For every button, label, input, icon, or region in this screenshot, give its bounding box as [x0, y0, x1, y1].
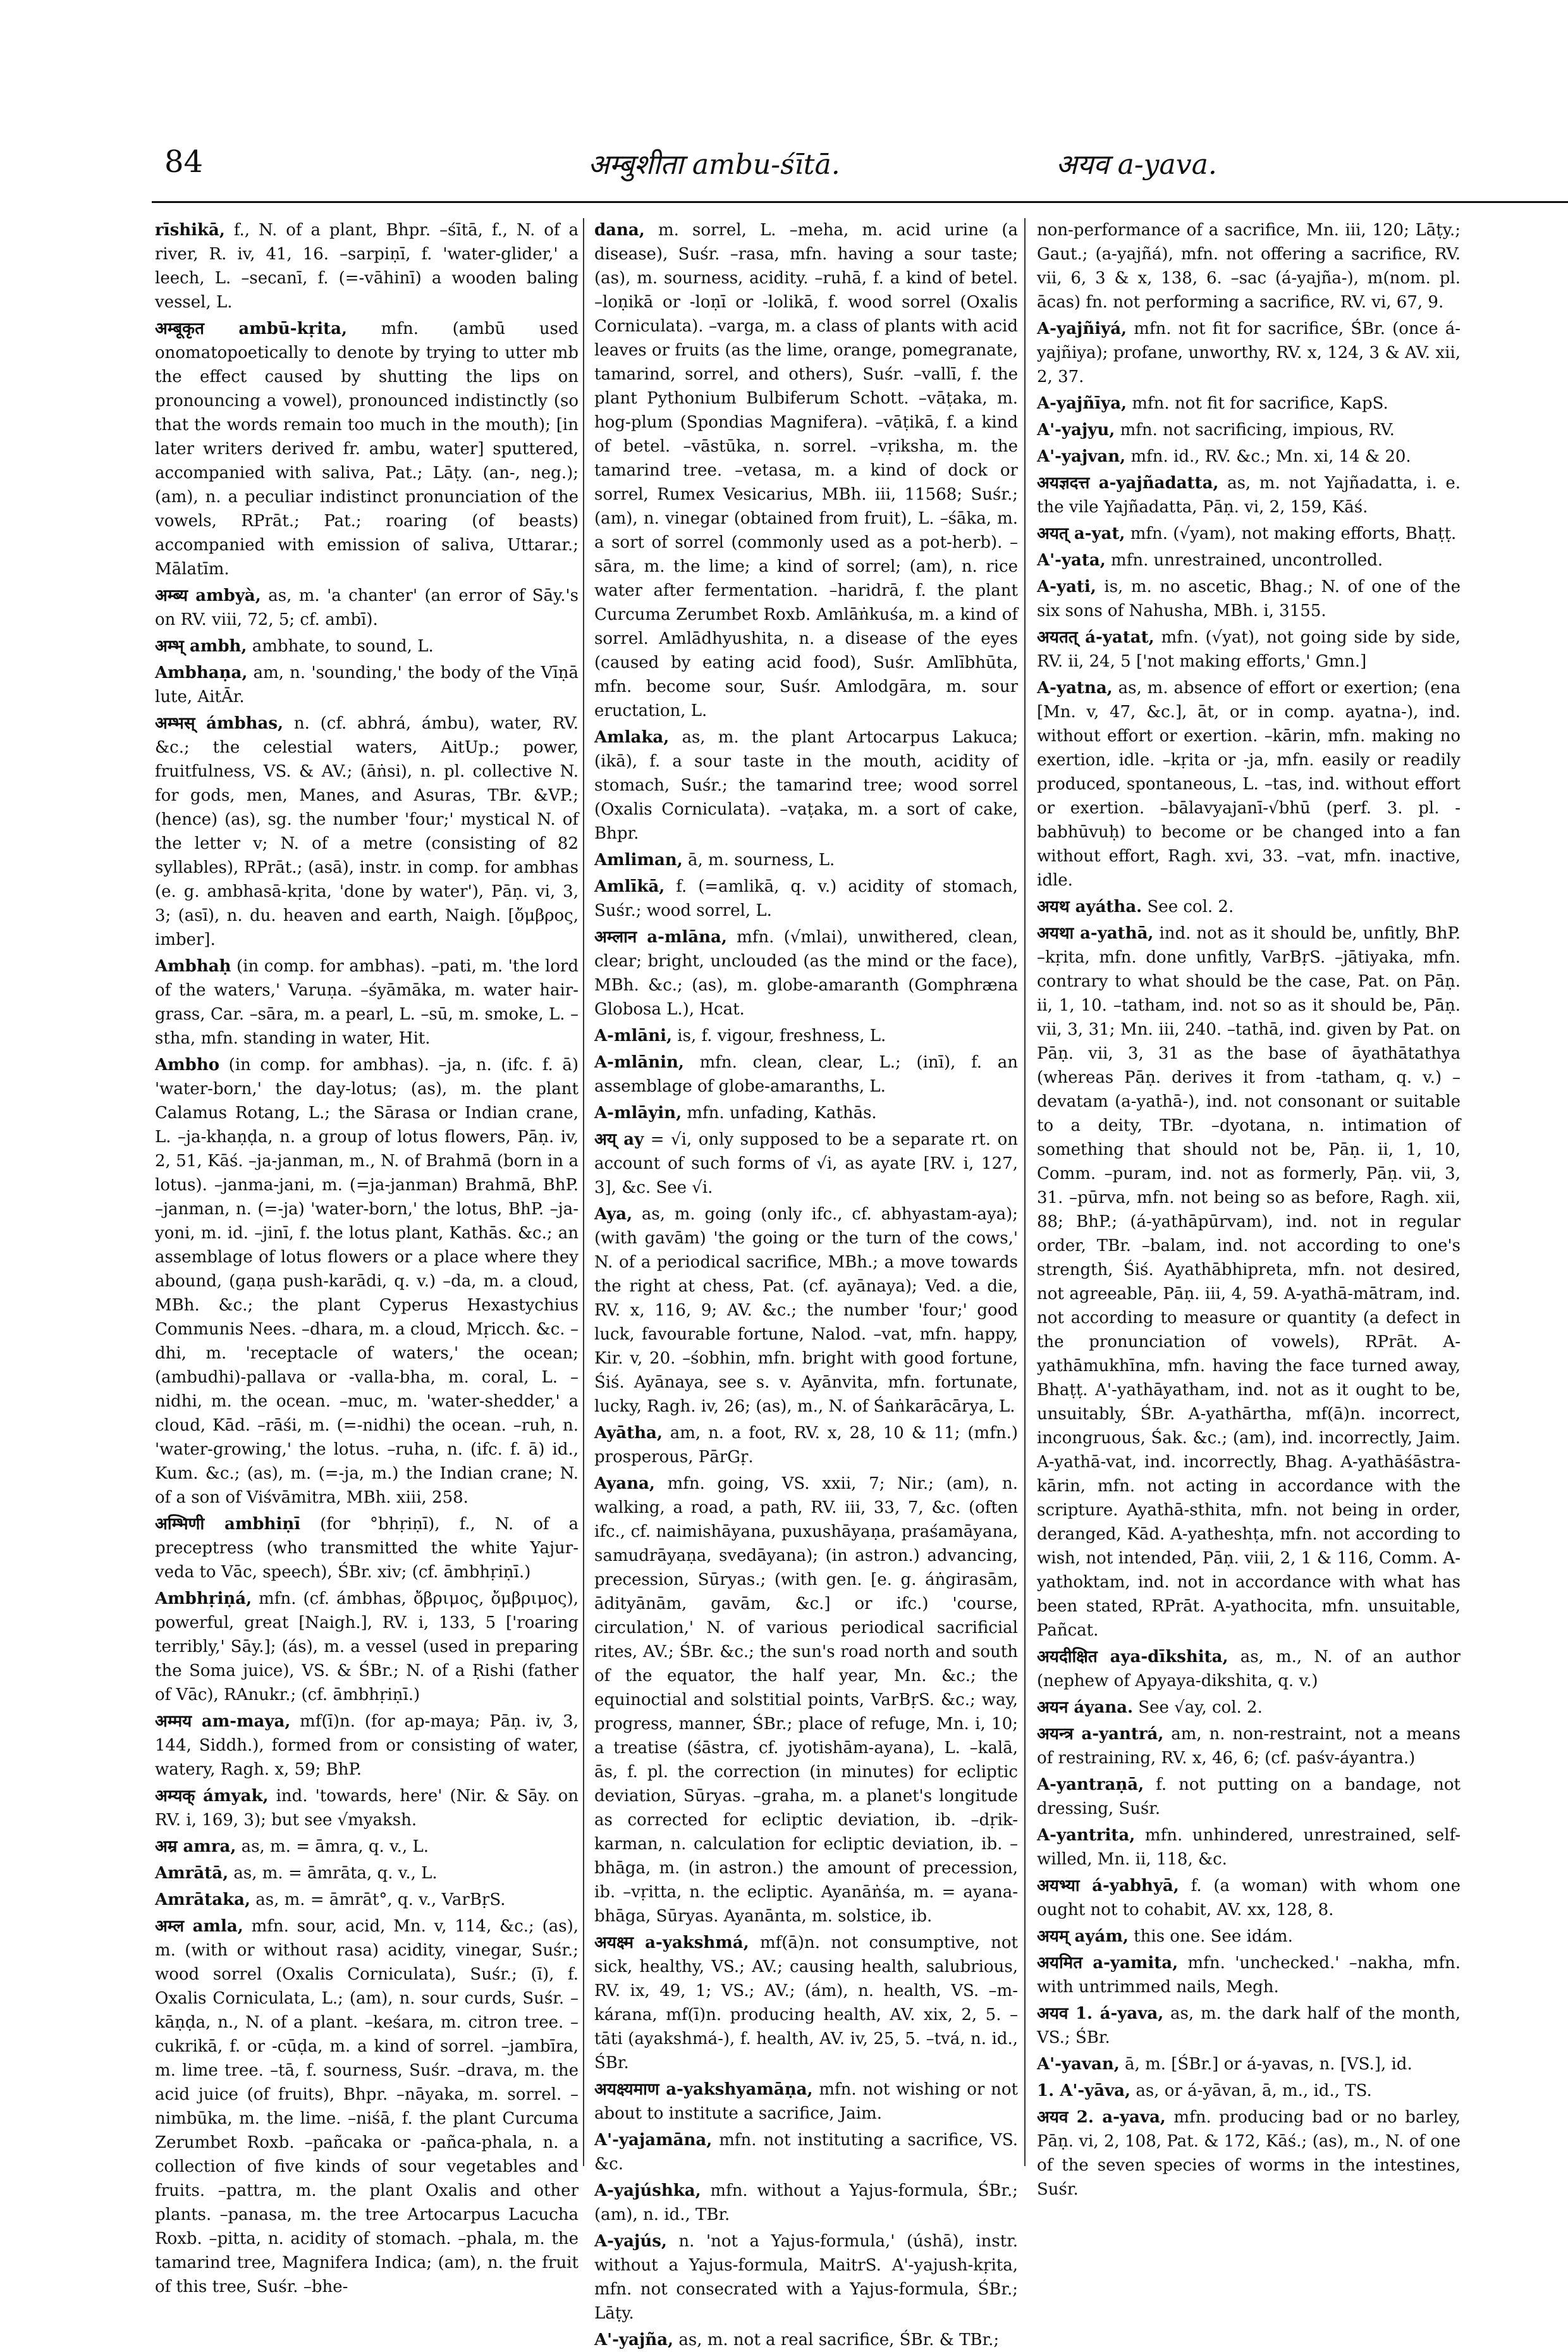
entry-headword: A'-yata,	[1037, 551, 1106, 570]
entry-headword: Amlīkā,	[594, 877, 665, 896]
dictionary-entry	[1037, 548, 1461, 572]
entry-headword: अयव 1. á-yava,	[1037, 2004, 1164, 2023]
entry-headword: अयत् a-yat,	[1037, 524, 1125, 543]
dictionary-entry	[155, 1914, 579, 2299]
entry-definition: f., N. of a plant, Bhpr. –śītā, f., N. of a river, R. iv, 41, 16. –sarpiṇī, f. 'water-glider,' a leech, L. –secanī, f. (=-vāhinī) a wooden baling vessel, L.	[155, 221, 579, 312]
entry-headword: अम्भस् ámbhas,	[155, 714, 284, 733]
entry-headword: अम्र amra,	[155, 1837, 236, 1856]
dictionary-entry	[155, 1861, 579, 1885]
dictionary-entry	[1037, 445, 1461, 469]
entry-definition: mfn. without a Yajus-formula, ŚBr.; (am), n. id., TBr.	[594, 2181, 1018, 2224]
entry-definition: as, m. = āmra, q. v., L.	[236, 1837, 429, 1856]
entry-headword: अयज्ञदत्त a-yajñadatta,	[1037, 474, 1219, 493]
entry-definition: mfn. clean, clear, L.; (inī), f. an assemblage of globe-amaranths, L.	[594, 1053, 1018, 1096]
entry-definition: mfn. not instituting a sacrifice, VS. &c.	[594, 2131, 1018, 2174]
dictionary-entry	[594, 2128, 1018, 2176]
dictionary-entry	[155, 1784, 579, 1832]
dictionary-entry	[155, 1888, 579, 1912]
dictionary-entry	[1037, 2079, 1461, 2103]
entry-headword: अयन áyana.	[1037, 1698, 1134, 1717]
entry-headword: A'-yajamāna,	[594, 2131, 713, 2150]
entry-definition: ā, m. [ŚBr.] or á-yavas, n. [VS.], id.	[1119, 2055, 1412, 2074]
entry-definition: is, m. no ascetic, Bhag.; N. of one of the six sons of Nahusha, MBh. i, 3155.	[1037, 577, 1461, 620]
entry-definition: mfn. (√mlai), unwithered, clean, clear; bright, unclouded (as the mind or the face), MBh. &c.; (as), m. globe-amaranth (Gomphræna Globosa L.), Hcat.	[594, 928, 1018, 1019]
entry-definition: ā, m. sourness, L.	[682, 851, 835, 870]
entry-headword: A-mlānin,	[594, 1053, 684, 1072]
entry-headword: A-yati,	[1037, 577, 1096, 596]
dictionary-entry	[1037, 1951, 1461, 1999]
entry-definition: non-performance of a sacrifice, Mn. iii, 120; Lāṭy.; Gaut.; (a-yajñá), mfn. not offering a sacrifice, RV. vii, 6, 3 & x, 138, 6. –sac (á-yajña-), m(nom. pl. ācas) fn. not performing a sacrifice, RV. vi, 67, 9.	[1037, 221, 1461, 312]
dictionary-entry	[155, 1835, 579, 1859]
dictionary-entry	[1037, 1722, 1461, 1770]
dictionary-entry	[594, 1202, 1018, 1419]
dictionary-entry	[1037, 471, 1461, 519]
entry-definition: mf(ā)n. not consumptive, not sick, healthy, VS.; AV.; causing health, salubrious, RV. ix, 49, 1; VS.; AV.; (ám), n. health, VS. –m-kárana, mf(ī)n. producing health, AV. xix, 2, 5. –tāti (ayakshmá-), f. health, AV. iv, 25, 5. –tvá, n. id., ŚBr.	[594, 1933, 1019, 2072]
dictionary-entry	[594, 2328, 1018, 2352]
entry-headword: Ambhṛiṇá,	[155, 1589, 252, 1608]
entry-definition: as, m. going (only ifc., cf. abhyastam-aya); (with gavām) 'the going or the turn of the cows,' N. of a periodical sacrifice, MBh.; a move towards the right at chess, Pat. (cf. ayānaya); Ved. a die, RV. x, 116, 9; AV. &c.; the number 'four;' good luck, favourable fortune, Nalod. –vat, mfn. happy, Kir. v, 20. –śobhin, mfn. bright with good fortune, Śiś. Ayānaya, see s. v. Ayānvita, mfn. fortunate, lucky, Ragh. iv, 26; (as), m., N. of Śaṅkarācārya, L.	[594, 1205, 1018, 1416]
entry-headword: A-yajús,	[594, 2232, 667, 2251]
dictionary-entry	[1037, 2105, 1461, 2201]
entry-definition: mfn. 'unchecked.' –nakha, mfn. with untrimmed nails, Megh.	[1037, 1954, 1461, 1997]
entry-definition: mfn. unhindered, unrestrained, self-willed, Mn. ii, 118, &c.	[1037, 1826, 1461, 1869]
entry-headword: Ambhaṇa,	[155, 663, 248, 682]
entry-definition: n. (cf. abhrá, ámbu), water, RV. &c.; the celestial waters, AitUp.; power, fruitfulness, VS. & AV.; (āṅsi), n. pl. collective N. for gods, men, Manes, and Asuras, TBr. &VP.; (hence) (as), sg. the number 'four;' mystical N. of the letter v; N. of a metre (consisting of 82 syllables), RPrāt.; (asā), instr. in comp. for ambhas (e. g. ambhasā-kṛita, 'done by water'), Pāṇ. vi, 3, 3; (asī), n. du. heaven and earth, Naigh. [ὄμβρος, imber].	[155, 714, 579, 949]
entry-headword: अयक्ष्यमाण a-yakshyamāṇa,	[594, 2080, 813, 2099]
entry-definition: mfn. (cf. ámbhas, ὄβριμος, ὄμβριμος), powerful, great [Naigh.], RV. i, 133, 5 ['roaring terribly,' Sāy.]; (ás), m. a vessel (used in preparing the Soma juice), VS. & ŚBr.; N. of a Ṛishi (father of Vāc), RAnukr.; (cf. āmbhṛiṇī.)	[155, 1589, 579, 1704]
entry-headword: Amrātā,	[155, 1864, 229, 1883]
entry-definition: = √i, only supposed to be a separate rt. on account of such forms of √i, as ayate [RV. i, 127, 3], &c. See √i.	[594, 1130, 1018, 1197]
entry-definition: (in comp. for ambhas). –pati, m. 'the lord of the waters,' Varuṇa. –śyāmāka, m. water hair-grass, Car. –sāra, m. a pearl, L. –sū, m. smoke, L. –stha, mfn. standing in water, Hit.	[155, 957, 579, 1048]
dictionary-entry	[594, 1024, 1018, 1048]
dictionary-entry	[155, 1709, 579, 1782]
entry-headword: A-yantraṇā,	[1037, 1775, 1144, 1794]
dictionary-entry	[594, 725, 1018, 846]
entry-definition: mfn. going, VS. xxii, 7; Nir.; (am), n. walking, a road, a path, RV. iii, 33, 7, &c. (often ifc., cf. naimishāyana, puxushāyaṇa, praśamāyana, samudrāyaṇa, svedāyana); (in astron.) advancing, precession, Sūryas.; (with gen. [e. g. áṅgirasām, ādityānām, gavām, &c.] or ifc.) 'course, circulation,' N. of various periodical sacrificial rites, AV.; ŚBr. &c.; the sun's road north and south of the equator, the half year, Mn. &c.; the equinoctial and solstitial points, VarBṛS. &c.; way, progress, manner, ŚBr.; place of refuge, Mn. i, 10; a treatise (śāstra, cf. jyotishām-ayana), L. –kalā, ās, f. pl. the correction (in minutes) for ecliptic deviation, Sūryas. –graha, m. a planet's longitude as corrected for ecliptic deviation, ib. –dṛik-karman, n. calculation for ecliptic deviation, ib. –bhāga, m. (in astron.) the amount of precession, ib. –vṛitta, n. the ecliptic. Ayanāṅśa, m. = ayana-bhāga, Sūryas. Ayanānta, m. solstice, ib.	[594, 1474, 1018, 1926]
entry-headword: Amliman,	[594, 851, 683, 870]
dictionary-entry	[594, 875, 1018, 923]
entry-headword: dana,	[594, 221, 645, 240]
entry-definition: See √ay, col. 2.	[1133, 1698, 1263, 1717]
entry-headword: अयभ्या á-yabhyā,	[1037, 1876, 1179, 1895]
right-running-headword: अयव a-yava.	[1056, 149, 1217, 181]
entry-definition: (in comp. for ambhas). –ja, n. (ifc. f. ā) 'water-born,' the day-lotus; (as), m. the plant Calamus Rotang, L.; the Sārasa or Indian crane, L. –ja-khaṇḍa, n. a group of lotus flowers, Pāṇ. iv, 2, 51, Kāś. –ja-janman, m., N. of Brahmā (born in a lotus). –janma-jani, m. (=ja-janman) Brahmā, BhP. –janman, n. (=-ja) 'water-born,' the lotus, BhP. –ja-yoni, m. id. –jinī, f. the lotus plant, Kathās. &c.; an assemblage of lotus flowers or a place where they abound, (gaṇa push-karādi, q. v.) –da, m. a cloud, MBh. &c.; the plant Cyperus Hexastychius Communis Nees. –dhara, m. a cloud, Mṛicch. &c. –dhi, m. 'receptacle of waters,' the ocean; (ambudhi)-pallava or -valla-bha, m. coral, L. –nidhi, m. the ocean. –muc, m. 'water-shedder,' a cloud, Kād. –rāśi, m. (=-nidhi) the ocean. –ruh, n. 'water-growing,' the lotus. –ruha, n. (ifc. f. ā) id., Kum. &c.; (as), m. (=-ja, m.) the Indian crane; N. of a son of Viśvāmitra, MBh. xiii, 258.	[155, 1056, 579, 1507]
column-2	[594, 218, 1019, 2349]
entry-definition: as, or á-yāvan, ā, m., id., TS.	[1130, 2081, 1372, 2100]
entry-definition: mfn. producing bad or no barley, Pāṇ. vi, 2, 108, Pat. & 172, Kāś.; (as), m., N. of one of the seven species of worms in the intestines, Suśr.	[1037, 2108, 1461, 2199]
dictionary-entry	[1037, 1773, 1461, 1821]
entry-headword: अम्भिणी ambhiṇī	[155, 1515, 301, 1534]
entry-definition: as, m. not a real sacrifice, ŚBr. & TBr.;	[673, 2330, 1000, 2349]
entry-headword: अयन्त्र a-yantrá,	[1037, 1725, 1164, 1744]
dictionary-entry	[1037, 317, 1461, 389]
entry-definition: mfn. not fit for sacrifice, ŚBr. (once á-yajñiya); profane, unworthy, RV. x, 124, 3 & AV. xii, 2, 37.	[1037, 319, 1461, 386]
dictionary-entry	[155, 1587, 579, 1707]
entry-definition: n. 'not a Yajus-formula,' (úshā), instr. without a Yajus-formula, MaitrS. A'-yajush-kṛita, mfn. not consecrated with a Yajus-formula, ŚBr.; Lāṭy.	[594, 2232, 1018, 2323]
entry-headword: A-yantrita,	[1037, 1826, 1136, 1845]
entry-definition: am, n. 'sounding,' the body of the Vīṇā lute, AitĀr.	[155, 663, 579, 706]
entry-headword: Amrātaka,	[155, 1890, 250, 1909]
entry-definition: f. not putting on a bandage, not dressing, Suśr.	[1037, 1775, 1461, 1818]
entry-headword: A'-yajvan,	[1037, 447, 1126, 466]
dictionary-entry	[594, 925, 1018, 1021]
entry-definition: as, m. not Yajñadatta, i. e. the vile Yajñadatta, Pāṇ. vi, 2, 159, Kāś.	[1037, 474, 1461, 517]
entry-headword: अयथ ayátha.	[1037, 897, 1142, 916]
entry-definition: mfn. (ambū used onomatopoetically to denote by trying to utter mb the effect caused by shutting the lips on pronouncing a vowel), pronounced indistinctly (so that the words remain too much in the mouth); [in later writers derived fr. ambu, water] sputtered, accompanied with saliva, Pat.; Lāṭy. (an-, neg.); (am), n. a peculiar indistinct pronunciation of the vowels, RPrāt.; Pat.; roaring (of beasts) accompanied with emission of saliva, Uttarar.; Mālatīm.	[155, 319, 579, 579]
entry-definition: am, n. a foot, RV. x, 28, 10 & 11; (mfn.) prosperous, PārGṛ.	[594, 1424, 1018, 1467]
entry-definition: as, m. = āmrāta, q. v., L.	[228, 1864, 438, 1883]
dictionary-entry	[1037, 1696, 1461, 1720]
column-1	[155, 218, 579, 2296]
page-header	[145, 144, 1505, 195]
entry-definition: as, m. the dark half of the month, VS.; ŚBr.	[1037, 2004, 1461, 2047]
left-running-headword: अम्बुशीता ambu-śītā.	[588, 149, 840, 181]
entry-headword: अयतत् á-yatat,	[1037, 628, 1155, 647]
entry-headword: rīshikā,	[155, 221, 225, 240]
entry-definition: mfn. unrestrained, uncontrolled.	[1105, 551, 1383, 570]
dictionary-entry	[594, 1472, 1018, 1928]
entry-definition: this one. See idám.	[1128, 1927, 1293, 1946]
dictionary-entry	[1037, 895, 1461, 919]
entry-headword: A-yajñiyá,	[1037, 319, 1127, 338]
dictionary-entry	[594, 1101, 1018, 1125]
entry-definition: as, m. = āmrāt°, q. v., VarBṛS.	[250, 1890, 506, 1909]
entry-headword: अयदीक्षित aya-dīkshita,	[1037, 1647, 1228, 1666]
entry-headword: A-mlāni,	[594, 1026, 673, 1045]
column-3	[1037, 218, 1461, 2199]
entry-headword: A'-yajña,	[594, 2330, 674, 2349]
column-divider-1	[583, 218, 584, 2166]
entry-definition: am, n. non-restraint, not a means of restraining, RV. x, 46, 6; (cf. paśv-áyantra.)	[1037, 1725, 1461, 1768]
entry-headword: 1. A'-yāva,	[1037, 2081, 1131, 2100]
entry-definition: as, m. the plant Artocarpus Lakuca; (ikā), f. a sour taste in the mouth, acidity of stomach, Suśr.; the tamarind tree; wood sorrel (Oxalis Corniculata). –vaṭaka, m. a sort of cake, Bhpr.	[594, 728, 1018, 843]
dictionary-entry	[1037, 676, 1461, 892]
dictionary-entry	[1037, 2052, 1461, 2076]
entry-headword: A-mlāyin,	[594, 1104, 682, 1123]
entry-definition: mfn. (√yat), not going side by side, RV. ii, 24, 5 ['not making efforts,' Gmn.]	[1037, 628, 1461, 671]
dictionary-entry	[594, 1050, 1018, 1099]
entry-headword: अम्बूकृत ambū-kṛita,	[155, 319, 348, 338]
dictionary-entry	[1037, 1924, 1461, 1949]
dictionary-entry	[1037, 1645, 1461, 1693]
entry-definition: mfn. not wishing or not about to institute a sacrifice, Jaim.	[594, 2080, 1018, 2123]
dictionary-entry	[1037, 522, 1461, 546]
entry-headword: A'-yajyu,	[1037, 421, 1115, 440]
entry-definition: (for °bhṛiṇī), f., N. of a preceptress (who transmitted the white Yajur-veda to Vāc, speech), ŚBr. xiv; (cf. āmbhṛiṇī.)	[155, 1515, 579, 1582]
dictionary-entry	[1037, 575, 1461, 623]
entry-definition: mfn. id., RV. &c.; Mn. xi, 14 & 20.	[1125, 447, 1411, 466]
entry-definition: f. (a woman) with whom one ought not to cohabit, AV. xx, 128, 8.	[1037, 1876, 1461, 1919]
entry-headword: अयथा a-yathā,	[1037, 924, 1154, 943]
entry-headword: अम्लान a-mlāna,	[594, 928, 727, 947]
page-number: 84	[164, 144, 204, 180]
header-rule	[152, 201, 1568, 203]
entry-headword: अयमित a-yamita,	[1037, 1954, 1179, 1973]
entry-definition: mfn. not sacrificing, impious, RV.	[1115, 421, 1395, 440]
entry-definition: mfn. not fit for sacrifice, KapS.	[1127, 394, 1388, 413]
entry-headword: A-yajñīya,	[1037, 394, 1127, 413]
entry-headword: अयव 2. a-yava,	[1037, 2108, 1166, 2127]
entry-headword: अम्भ् ambh,	[155, 637, 247, 656]
entry-headword: Ambho	[155, 1056, 220, 1074]
entry-definition: m. sorrel, L. –meha, m. acid urine (a disease), Suśr. –rasa, mfn. having a sour taste; (as), m. sourness, acidity. –ruhā, f. a kind of betel. –loṇikā or -loṇī or -lolikā, f. wood sorrel (Oxalis Corniculata). –varga, m. a class of plants with acid leaves or fruits (as the lime, orange, pomegranate, tamarind, sorrel, and others), Suśr. –vallī, f. the plant Pythonium Bulbiferum Schott. –vāṭaka, m. hog-plum (Spondias Magnifera). –vāṭikā, f. a kind of betel. –vāstūka, n. sorrel. –vṛiksha, m. the tamarind tree. –vetasa, m. a kind of dock or sorrel, Rumex Vesicarius, MBh. iii, 11568; Suśr.; (am), n. vinegar (obtained from fruit), L. –śāka, m. a sort of sorrel (commonly used as a pot-herb). –sāra, m. the lime; a kind of sorrel; (am), n. rice water after fermentation. –haridrā, f. the plant Curcuma Zerumbet Roxb. Amlāṅkuśa, m. a kind of sorrel. Amlādhyushita, n. a disease of the eyes (caused by eating acid food), Suśr. Amlībhūta, mfn. become sour, Suśr. Amlodgāra, m. sour eructation, L.	[594, 221, 1018, 720]
dictionary-entry	[1037, 2002, 1461, 2050]
entry-headword: Ayana,	[594, 1474, 655, 1493]
entry-definition: mf(ī)n. (for ap-maya; Pāṇ. iv, 3, 144, Siddh.), formed from or consisting of water, watery, Ragh. x, 59; BhP.	[155, 1712, 579, 1779]
dictionary-entry	[594, 2229, 1018, 2325]
entry-definition: as, m. absence of effort or exertion; (ena [Mn. v, 47, &c.], āt, or in comp. ayatna-), ind. without effort or exertion. –kārin, mfn. making no exertion, idle. –kṛita or -ja, mfn. easily or readily produced, spontaneous, L. –tas, ind. without effort or exertion. –bālavyajanī-√bhū (perf. 3. pl. -babhūvuḥ) to become or be changed into a fan without effort, Ragh. xvi, 33. –vat, mfn. inactive, idle.	[1037, 679, 1461, 890]
dictionary-entry	[155, 634, 579, 658]
dictionary-entry	[1037, 625, 1461, 674]
dictionary-entry	[155, 1512, 579, 1584]
entry-headword: Amlaka,	[594, 728, 670, 747]
entry-headword: अयम् ayám,	[1037, 1927, 1129, 1946]
entry-headword: A-yatna,	[1037, 679, 1113, 698]
dictionary-entry	[155, 711, 579, 952]
entry-headword: अयक्ष्म a-yakshmá,	[594, 1933, 749, 1952]
dictionary-entry	[594, 1931, 1018, 2075]
entry-headword: Ayātha,	[594, 1424, 663, 1443]
dictionary-entry	[594, 1128, 1018, 1200]
entry-headword: Aya,	[594, 1205, 633, 1224]
dictionary-entry	[594, 848, 1018, 872]
dictionary-entry	[1037, 218, 1461, 314]
dictionary-entry	[594, 2179, 1018, 2227]
entry-definition: as, m. 'a chanter' (an error of Sāy.'s on RV. viii, 72, 5; cf. ambī).	[155, 586, 579, 629]
dictionary-entry	[1037, 1874, 1461, 1922]
entry-headword: अम्मय am-maya,	[155, 1712, 291, 1731]
entry-headword: अम्ल amla,	[155, 1917, 243, 1936]
dictionary-entry	[155, 584, 579, 632]
dictionary-entry	[1037, 418, 1461, 442]
entry-definition: mfn. sour, acid, Mn. v, 114, &c.; (as), m. (with or without rasa) acidity, vinegar, Suśr.; wood sorrel (Oxalis Corniculata), Suśr.; (ī), f. Oxalis Corniculata, L.; (am), n. sour curds, Suśr. –kāṇḍa, n., N. of a plant. –keśara, m. citron tree. –cukrikā, f. or -cūḍa, m. a kind of sorrel. –jambīra, m. lime tree. –tā, f. sourness, Suśr. –drava, m. the acid juice (of fruits), Bhpr. –nāyaka, m. sorrel. –nimbūka, m. the lime. –niśā, f. the plant Curcuma Zerumbet Roxb. –pañcaka or -pañca-phala, n. a collection of five kinds of sour vegetables and fruits. –pattra, m. the plant Oxalis and other plants. –panasa, m. the tree Artocarpus Lacucha Roxb. –pitta, n. acidity of stomach. –phala, m. the tamarind tree, Magnifera Indica; (am), n. the fruit of this tree, Suśr. –bhe-	[155, 1917, 579, 2296]
dictionary-entry	[155, 661, 579, 709]
entry-headword: A'-yavan,	[1037, 2055, 1120, 2074]
entry-headword: Ambhaḥ	[155, 957, 231, 976]
dictionary-entry	[1037, 921, 1461, 1642]
entry-definition: is, f. vigour, freshness, L.	[672, 1026, 886, 1045]
dictionary-entry	[1037, 1823, 1461, 1871]
entry-definition: ambhate, to sound, L.	[247, 637, 434, 656]
dictionary-entry	[1037, 391, 1461, 416]
dictionary-entry	[155, 218, 579, 314]
dictionary-entry	[594, 2078, 1018, 2126]
entry-definition: f. (=amlikā, q. v.) acidity of stomach, Suśr.; wood sorrel, L.	[594, 877, 1018, 920]
dictionary-entry	[594, 1421, 1018, 1469]
entry-definition: mfn. (√yam), not making efforts, Bhaṭṭ.	[1125, 524, 1457, 543]
entry-definition: See col. 2.	[1142, 897, 1234, 916]
dictionary-entry	[155, 317, 579, 581]
entry-headword: A-yajúshka,	[594, 2181, 701, 2200]
entry-headword: अम्ब्य ambyà,	[155, 586, 261, 605]
column-divider-2	[1024, 218, 1026, 2166]
entry-definition: ind. not as it should be, unfitly, BhP. –kṛita, mfn. done unfitly, VarBṛS. –jātiyaka, mfn. contrary to what should be the case, Pat. on Pāṇ. ii, 1, 10. –tatham, ind. not so as it should be, Pāṇ. vii, 3, 31; Mn. iii, 240. –tathā, ind. given by Pat. on Pāṇ. vii, 3, 31 as the base of āyathātathya (whereas Pāṇ. derives it from -tatham, q. v.) –devatam (a-yathā-), ind. not consonant or suitable to a deity, TBr. –dyotana, n. intimation of something that should not be, Pāṇ. ii, 1, 10, Comm. –puram, ind. not as formerly, Pāṇ. vii, 3, 31. –pūrva, mfn. not being so as before, Ragh. xii, 88; BhP.; (á-yathāpūrvam), ind. not in regular order, TBr. –balam, ind. not according to one's strength, Śiś. Ayathābhipreta, mfn. not desired, not agreeable, Pāṇ. iii, 4, 59. A-yathā-mātram, ind. not according to measure or quantity (a defect in the pronunciation of vowels), RPrāt. A-yathāmukhīna, mfn. having the face turned away, Bhaṭṭ. A'-yathāyatham, ind. not as it ought to be, unsuitably, ŚBr. A-yathārtha, mf(ā)n. incorrect, incongruous, Śak. &c.; (am), ind. incorrectly, Jaim. A-yathā-vat, ind. incorrectly, Bhag. A-yathāśāstra-kārin, mfn. not acting in accordance with the scripture. Ayathā-sthita, mfn. not being in order, deranged, Kād. A-yatheshṭa, mfn. not according to wish, not intended, Pāṇ. viii, 2, 1 & 116, Comm. A-yathoktam, ind. not in accordance with what has been stated, RPrāt. A-yathocita, mfn. unsuitable, Pañcat.	[1037, 924, 1461, 1640]
dictionary-entry	[594, 218, 1018, 723]
entry-definition: as, m., N. of an author (nephew of Apyaya-dikshita, q. v.)	[1037, 1647, 1461, 1690]
entry-definition: ind. 'towards, here' (Nir. & Sāy. on RV. i, 169, 3); but see √myaksh.	[155, 1787, 579, 1830]
entry-definition: mfn. unfading, Kathās.	[682, 1104, 877, 1123]
dictionary-entry	[155, 954, 579, 1050]
entry-headword: अय् ay	[594, 1130, 644, 1149]
entry-headword: अम्यक् ámyak,	[155, 1787, 269, 1806]
dictionary-entry	[155, 1053, 579, 1510]
